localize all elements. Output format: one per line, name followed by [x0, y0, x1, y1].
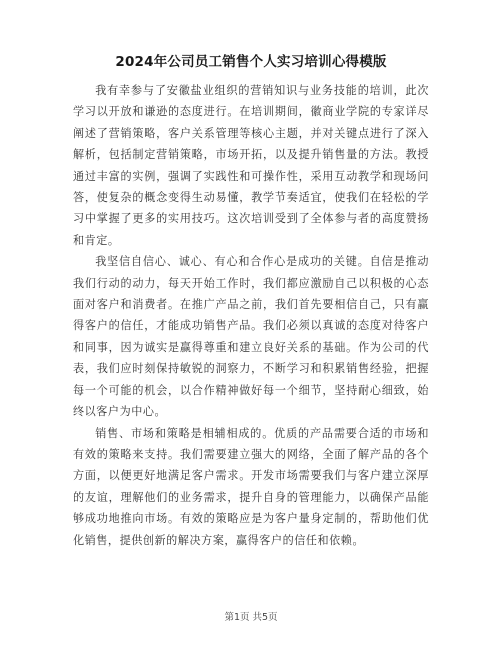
paragraph-1: 我有幸参与了安徽盐业组织的营销知识与业务技能的培训，此次学习以开放和谦逊的态度进行。在培训期间，徽商业学院的专家详尽阐述了营销策略，客户关系管理等核心主题，并对关键点进行了深入解析，包括制定营销策略，市场开拓，以及提升销售量的方法。教授通过丰富的实例，强调了实践性和可操作性，采用互动教学和现场问答，使复杂的概念变得生动易懂，教学节奏适宜，使我们在轻松的学习中掌握了更多的实用技巧。这次培训受到了全体参与者的高度赞扬和肯定。	[73, 84, 429, 247]
paragraph-3: 销售、市场和策略是相辅相成的。优质的产品需要合适的市场和有效的策略来支持。我们需要建立强大的网络，全面了解产品的各个方面，以便更好地满足客户需求。开发市场需要我们与客户建立深厚的友谊，理解他们的业务需求，提升自身的管理能力，以确保产品能够成功地推向市场。有效的策略应是为客户量身定制的，帮助他们优化销售，提供创新的解决方案，赢得客户的信任和依赖。	[73, 426, 429, 547]
page-number-footer: 第1页 共5页	[224, 612, 278, 623]
document-title: 2024年公司员工销售个人实习培训心得模版	[115, 54, 387, 70]
paragraph-2: 我坚信自信心、诚心、有心和合作心是成功的关键。自信是推动我们行动的动力，每天开始工作时，我们都应激励自己以积极的心态面对客户和消费者。在推广产品之前，我们首先要相信自己，只有赢得客户的信任，才能成功销售产品。我们必须以真诚的态度对待客户和同事，因为诚实是赢得尊重和建立良好关系的基础。作为公司的代表，我们应时刻保持敏锐的洞察力，不断学习和积累销售经验，把握每一个可能的机会，以合作精神做好每一个细节，坚持耐心细致，始终以客户为中心。	[73, 255, 429, 419]
document-body	[73, 80, 429, 551]
